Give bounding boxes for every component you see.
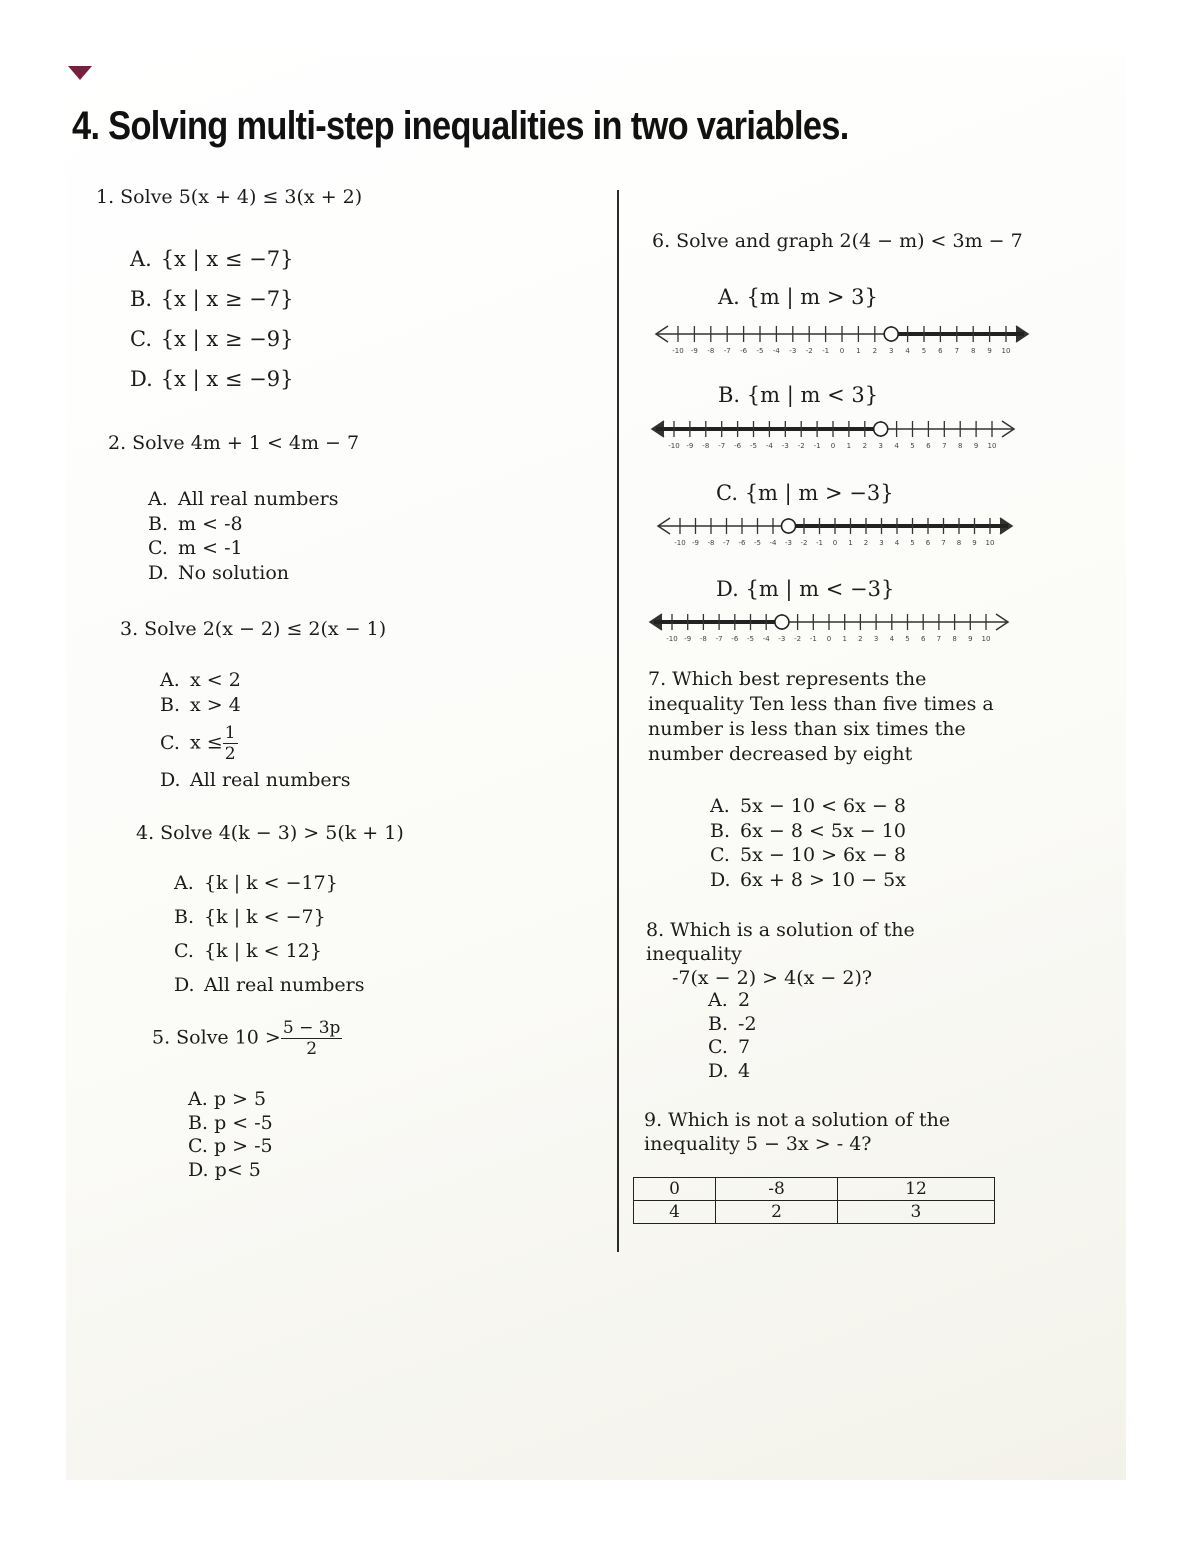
tick-label: -6 [740,347,748,355]
question-4-prompt: 4. Solve 4(k − 3) > 5(k + 1) [136,822,404,844]
q4-option-b[interactable] [174,900,364,934]
question-1-prompt: 1. Solve 5(x + 4) ≤ 3(x + 2) [96,186,363,208]
tick-label: 0 [832,539,838,547]
tick-label: -6 [738,539,746,547]
open-circle-point [884,327,898,341]
tick-label: -7 [723,347,731,355]
option-text: {k | k < −17} [204,872,338,894]
table-row [634,1178,995,1201]
option-text: 7 [738,1036,751,1058]
tick-label: -2 [797,442,805,450]
tick-label: -3 [789,347,797,355]
option-label: C. [716,481,738,505]
q6-option-a[interactable] [718,285,878,309]
tick-label: 0 [839,347,845,355]
option-label: C. [148,537,168,559]
option-label: A. [174,872,194,894]
tick-label: 0 [826,635,832,643]
option-text: 4 [738,1059,751,1082]
question-7-prompt: 7. Which best represents the inequality Ten less than five times a number is less than six times the number decreased by eight [648,668,994,765]
tick-label: -5 [750,442,757,450]
q8-option-c[interactable] [708,1036,757,1060]
tick-label: 4 [905,347,910,355]
q1-option-c[interactable] [130,319,293,359]
tick-label: -9 [692,539,699,547]
q6-option-d[interactable] [716,577,894,601]
option-label: C. [160,731,180,754]
tick-label: 8 [970,347,976,355]
question-3-prompt: 3. Solve 2(x − 2) ≤ 2(x − 1) [120,618,387,640]
tick-label: -1 [822,347,830,355]
option-label: D. [160,769,181,791]
option-label: A. [188,1088,208,1110]
option-text: {k | k < 12} [204,940,322,962]
question-1-options [130,239,293,399]
tick-label: 6 [926,442,931,450]
table-row [634,1201,995,1224]
option-text: p > -5 [213,1135,273,1157]
option-text: 6x − 8 < 5x − 10 [740,819,906,842]
option-text: 5x − 10 > 6x − 8 [740,844,906,866]
option-label: D. [708,1059,729,1082]
tick-label: -5 [756,347,764,355]
tick-label: 2 [862,442,868,450]
tick-label: 10 [987,442,997,450]
tick-label: 6 [925,539,931,547]
question-3-options [160,668,350,793]
tick-label: -10 [672,347,684,355]
open-circle-point [775,615,789,629]
tick-label: -9 [686,442,694,450]
option-text: x < 2 [190,669,241,691]
option-label: C. [708,1036,728,1058]
tick-label: 8 [952,635,957,643]
tick-label: -4 [769,539,777,547]
tick-label: -1 [809,635,817,643]
option-label: B. [710,819,731,842]
number-line-a [652,318,1032,358]
question-5-text: 5. Solve 10 > [152,1026,281,1049]
tick-label: 5 [905,635,910,643]
tick-label: 2 [872,347,878,355]
q8-option-b[interactable] [708,1013,757,1037]
tick-label: -3 [781,442,789,450]
option-label: D. [174,974,195,996]
q1-option-a[interactable] [130,239,293,279]
tick-label: 1 [848,539,853,547]
option-label: A. [708,989,728,1011]
tick-label: -5 [754,539,761,547]
q2-option-d[interactable] [148,561,338,586]
fraction-denominator: 2 [306,1039,318,1059]
q3-option-c[interactable] [160,723,350,764]
option-label: B. [188,1111,209,1134]
tick-label: 10 [985,539,995,547]
tick-label: 8 [956,539,962,547]
q3-option-b[interactable] [160,693,350,718]
option-text: m < -8 [178,512,243,535]
tick-label: -7 [718,442,726,450]
option-text: p< 5 [214,1158,261,1181]
question-8-options [708,989,757,1083]
table-cell[interactable]: -8 [716,1178,838,1201]
tick-label: 9 [987,347,992,355]
q5-option-a[interactable] [188,1088,273,1112]
option-text: All real numbers [190,769,351,791]
q6-option-c[interactable] [716,481,894,505]
tick-label: -2 [805,347,813,355]
tick-label: -4 [765,442,773,450]
option-label: C. [710,844,730,866]
table-cell[interactable]: 2 [716,1201,838,1224]
question-9-prompt: 9. Which is not a solution of the inequality 5 − 3x > - 4? [644,1109,951,1155]
option-label: A. [160,669,180,691]
tick-label: 6 [938,347,943,355]
option-label: D. [710,868,731,891]
tick-label: 7 [954,347,960,355]
tick-label: 5 [910,442,915,450]
fraction-numerator: 5 − 3p [282,1018,341,1038]
tick-label: -10 [666,635,678,643]
option-text: {k | k < −7} [204,906,326,928]
tick-label: 3 [888,347,894,355]
option-label: B. [174,906,195,928]
option-label: B. [718,383,741,407]
tick-label: 1 [856,347,861,355]
q7-option-a[interactable] [710,794,906,819]
option-text: {m | m > 3} [746,285,878,309]
tick-label: -1 [813,442,821,450]
option-label: A. [710,795,730,817]
table-cell[interactable]: 3 [837,1201,994,1224]
q2-option-a[interactable] [148,487,338,512]
tick-label: 3 [878,442,883,450]
q7-option-d[interactable] [710,868,906,893]
option-text: All real numbers [178,488,339,510]
option-text: x > 4 [190,693,241,716]
tick-label: 3 [873,635,879,643]
q4-option-c[interactable] [174,934,364,968]
tick-label: 4 [894,539,900,547]
option-text: {x | x ≥ −7} [160,287,294,311]
tick-label: -3 [778,635,786,643]
q2-option-c[interactable] [148,536,338,561]
tick-label: -3 [785,539,792,547]
option-text: 6x + 8 > 10 − 5x [740,868,906,891]
tick-label: -9 [690,347,698,355]
tick-label: -10 [668,442,680,450]
number-line-b [648,413,1018,453]
tick-label: -2 [794,635,802,643]
tick-label: -5 [747,635,754,643]
option-label: B. [160,693,181,716]
option-text: {m | m < 3} [746,383,879,407]
option-label: B. [708,1012,729,1035]
option-text: p > 5 [213,1088,267,1110]
question-4-options [174,866,364,1002]
option-text: {x | x ≥ −9} [160,327,294,351]
option-text: {x | x ≤ −7} [160,247,294,271]
tick-label: 1 [846,442,852,450]
q8-option-a[interactable] [708,989,757,1013]
option-label: C. [188,1135,208,1157]
question-5-prompt [152,1018,342,1059]
option-text: p < -5 [214,1111,273,1134]
tick-label: 4 [889,635,895,643]
q5-option-b[interactable] [188,1112,273,1136]
tick-label: 10 [1001,347,1011,355]
page-title: 4. Solving multi-step inequalities in two variables. [72,104,849,148]
tick-label: 5 [910,539,915,547]
q3-option-d[interactable] [160,768,350,793]
tick-label: 7 [942,442,947,450]
tick-label: 9 [968,635,973,643]
tick-label: 7 [941,539,946,547]
tick-label: -10 [674,539,686,547]
q2-option-b[interactable] [148,512,338,537]
option-text: {m | m > −3} [744,481,894,505]
question-8-prompt [646,918,1016,990]
q8-option-d[interactable] [708,1060,757,1084]
option-text: No solution [178,561,290,584]
option-label: C. [130,327,152,351]
tick-label: 10 [981,635,991,643]
table-cell[interactable]: 4 [634,1201,716,1224]
option-text: {x | x ≤ −9} [160,367,294,391]
tick-label: 2 [858,635,863,643]
q5-option-d[interactable] [188,1159,273,1183]
tick-label: -6 [734,442,742,450]
option-label: B. [130,287,153,311]
tick-label: 3 [879,539,884,547]
number-line-c [654,510,1016,550]
tick-label: -8 [699,635,707,643]
question-8-line-2: -7(x − 2) > 4(x − 2)? [672,967,873,989]
option-text: -2 [738,1012,757,1035]
tick-label: -6 [731,635,739,643]
tick-label: 9 [972,539,977,547]
tick-label: -7 [715,635,723,643]
option-label: D. [188,1158,209,1181]
tick-label: 2 [863,539,869,547]
option-label: D. [130,367,153,391]
tick-label: 4 [894,442,899,450]
tick-label: -1 [816,539,823,547]
tick-label: 8 [957,442,963,450]
table-cell[interactable]: 12 [837,1178,994,1201]
q7-option-b[interactable] [710,819,906,844]
q5-option-c[interactable] [188,1135,273,1159]
q3-option-a[interactable] [160,668,350,693]
question-2-prompt: 2. Solve 4m + 1 < 4m − 7 [108,432,360,454]
open-circle-point [782,519,796,533]
tick-label: 5 [921,347,927,355]
option-label: A. [130,247,152,271]
option-text: 5x − 10 < 6x − 8 [740,795,906,817]
option-text: x ≤ [190,731,223,754]
fraction-denominator: 2 [224,744,236,764]
fraction [223,723,238,764]
tick-label: 1 [842,635,847,643]
q4-option-d[interactable] [174,968,364,1002]
q6-option-b[interactable] [718,383,878,407]
option-label: C. [174,940,194,962]
question-6-prompt: 6. Solve and graph 2(4 − m) < 3m − 7 [652,230,1023,252]
tick-label: 0 [830,442,836,450]
q7-option-c[interactable] [710,843,906,868]
question-5-options [188,1088,273,1182]
tick-label: 7 [936,635,942,643]
option-label: A. [718,285,740,309]
table-cell[interactable]: 0 [634,1178,716,1201]
question-7-options [710,794,906,892]
question-8-line-1: 8. Which is a solution of the inequality [646,919,915,965]
fraction-numerator: 1 [224,723,236,743]
fraction [281,1018,343,1059]
tick-label: 6 [920,635,926,643]
option-label: B. [148,512,169,535]
q4-option-a[interactable] [174,866,364,900]
tick-label: -8 [707,539,715,547]
tick-label: -4 [772,347,780,355]
q1-option-b[interactable] [130,279,293,319]
option-text: All real numbers [204,974,365,996]
question-2-options [148,487,338,585]
option-text: {m | m < −3} [745,577,895,601]
tick-label: -7 [723,539,730,547]
tick-label: -2 [800,539,808,547]
question-9-table [633,1177,995,1224]
corner-marker-icon [68,66,92,80]
tick-label: -8 [707,347,715,355]
tick-label: 9 [973,442,979,450]
column-divider [617,190,619,1252]
option-text: m < -1 [178,537,243,559]
option-label: D. [716,577,739,601]
option-label: D. [148,561,169,584]
tick-label: -4 [762,635,770,643]
q1-option-d[interactable] [130,359,293,399]
option-label: A. [148,488,168,510]
option-text: 2 [738,989,751,1011]
open-circle-point [874,422,888,436]
tick-label: -8 [702,442,710,450]
number-line-d [646,606,1012,646]
tick-label: -9 [684,635,692,643]
